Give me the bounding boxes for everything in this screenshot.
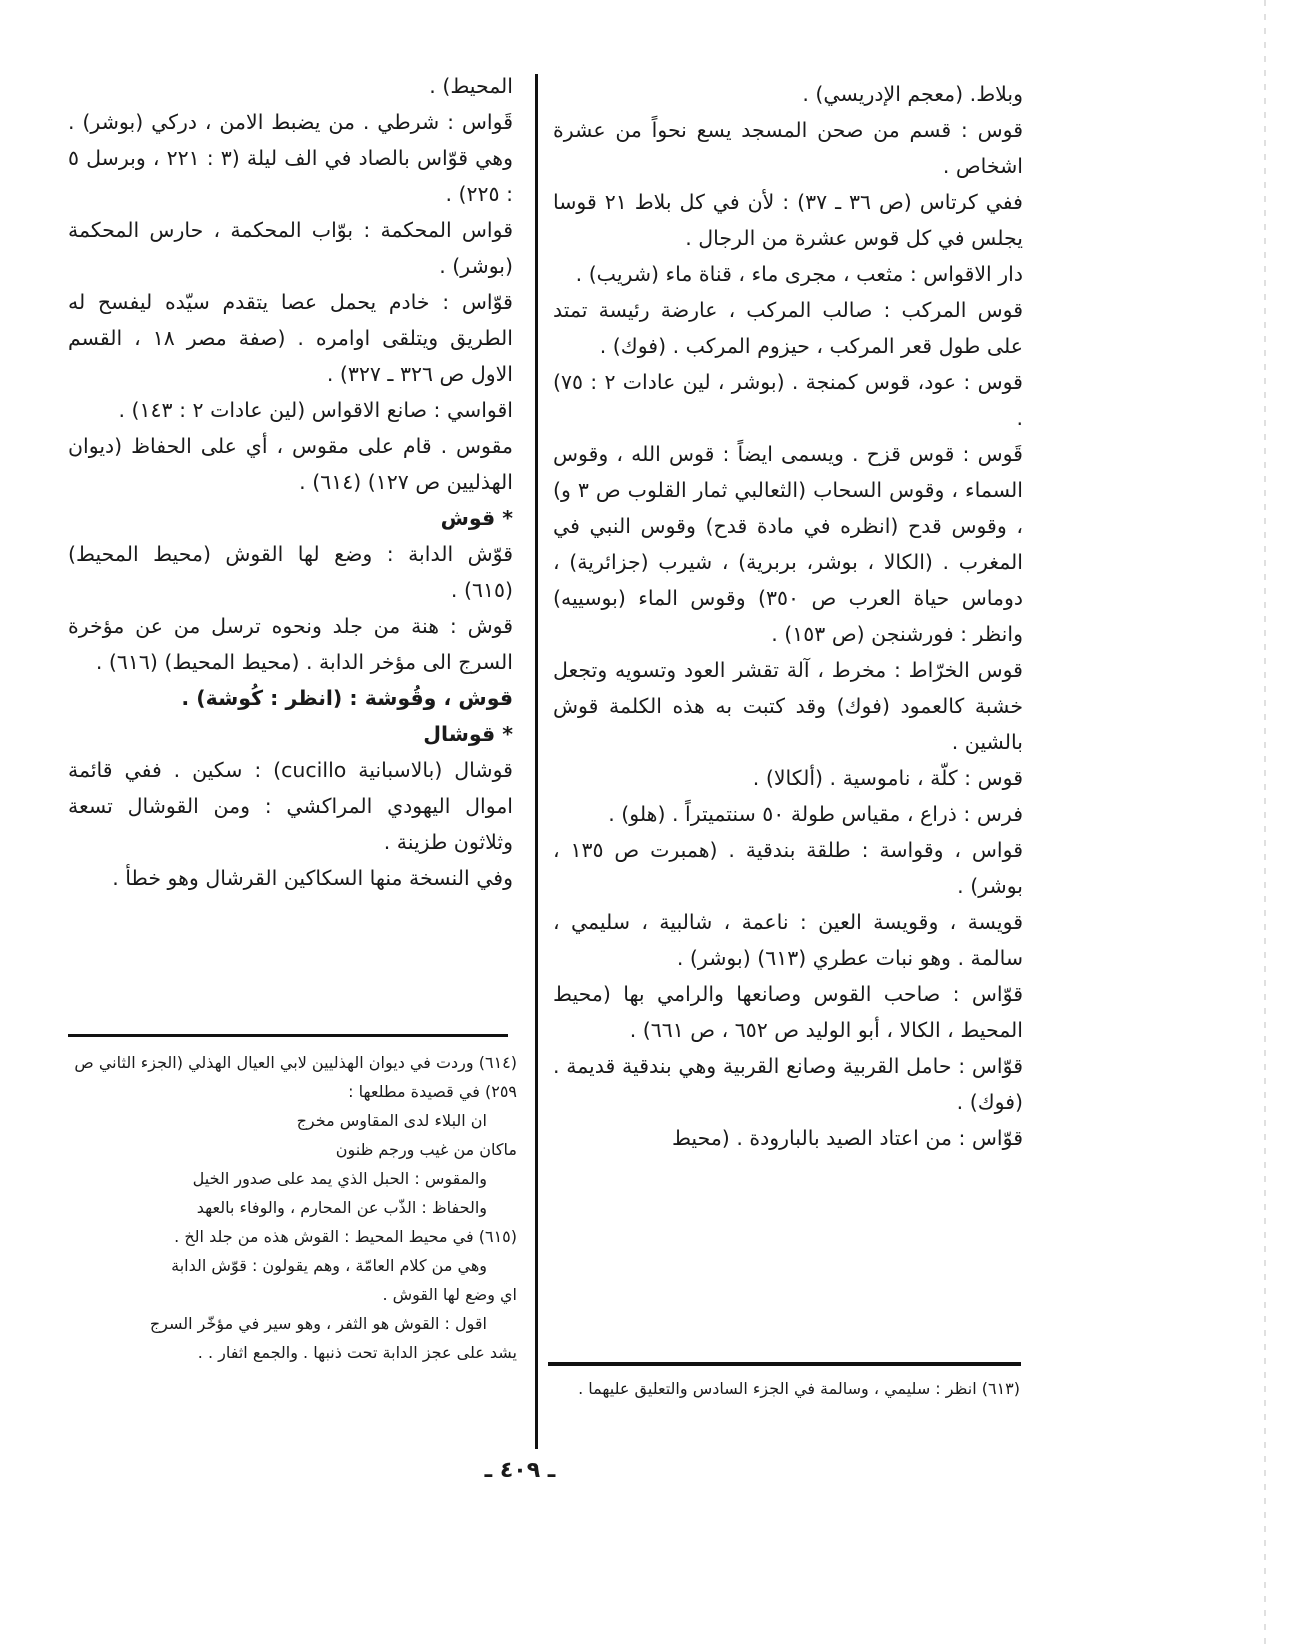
entry-1: قوس : قسم من صحن المسجد يسع نحواً من عشرة اشخاص . — [553, 118, 1023, 178]
entry-8: قوس : كلّة ، ناموسية . (ألكالا) . — [752, 766, 1023, 790]
footnote-line: وهي من كلام العامّة ، وهم يقولون : قوّش الدابة — [171, 1256, 487, 1275]
footnote-line: والحفاظ : الذّب عن المحارم ، والوفاء بالعهد — [196, 1198, 487, 1217]
entry-8: قوش : هنة من جلد ونحوه ترسل من عن مؤخرة السرج الى مؤخر الدابة . (محيط المحيط) (٦١٦) . — [68, 614, 513, 674]
entry-3: دار الاقواس : مثعب ، مجرى ماء ، قناة ماء (شريب) . — [575, 262, 1023, 286]
footnote-line: (٦١٥) في محيط المحيط : القوش هذه من جلد الخ . — [174, 1227, 517, 1246]
footnote-rule-left — [68, 1034, 508, 1037]
entry-14: قوّاس : من اعتاد الصيد بالبارودة . (محيط — [671, 1126, 1023, 1150]
entry-7: قوّش الدابة : وضع لها القوش (محيط المحيط) (٦١٥) . — [68, 542, 513, 602]
entry-6: قَوس : قوس قزح . ويسمى ايضاً : قوس الله ، وقوس السماء ، وقوس السحاب (الثعالبي ثمار القلوب ص ٣ و) ، وقوس قدح (انظره في مادة قدح) وقوس النبي في المغرب . (الكالا ، بوشر، بربرية) ، شيرب (جزائرية) ، دوماس حياة العرب ص ٣٥٠) وقوس الماء (بوسييه) وانظر : فورشنجن (ص ١٥٣) . — [553, 442, 1023, 646]
entry-12: وفي النسخة منها السكاكين القرشال وهو خطأ . — [112, 866, 513, 890]
entry-2: ففي كرتاس (ص ٣٦ ـ ٣٧) : لأن في كل بلاط ٢١ قوسا يجلس في كل قوس عشرة من الرجال . — [553, 190, 1023, 250]
section-heading-qawsh: * قوش — [440, 506, 513, 530]
footnote-line: ماكان من غيب ورجم ظنون — [335, 1140, 517, 1159]
footnote-line: والمقوس : الحبل الذي يمد على صدور الخيل — [192, 1169, 487, 1188]
footnote-line: يشد على عجز الدابة تحت ذنبها . والجمع اثفار . . — [197, 1343, 517, 1362]
entry-5: مقوس . قام على مقوس ، أي على الحفاظ (ديوان الهذليين ص ١٢٧) (٦١٤) . — [68, 434, 513, 494]
entry-0: المحيط) . — [429, 74, 513, 98]
entry-9: قوش ، وقُوشة : (انظر : كُوشة) . — [181, 686, 513, 710]
entry-11: قويسة ، وقويسة العين : ناعمة ، شالبية ، سليمي ، سالمة . وهو نبات عطري (٦١٣) (بوشر) . — [553, 910, 1023, 970]
entry-1: قَواس : شرطي . من يضبط الامن ، دركي (بوشر) . وهي قوّاس بالصاد في الف ليلة (٣ : ٢٢١ ، وبرسل ٥ : ٢٢٥) . — [68, 110, 513, 206]
entry-12: قوّاس : صاحب القوس وصانعها والرامي بها (محيط المحيط ، الكالا ، أبو الوليد ص ٦٥٢ ، ص ٦٦١) . — [553, 982, 1023, 1042]
footnote-line: اي وضع لها القوش . — [382, 1285, 517, 1304]
entry-7: قوس الخرّاط : مخرط ، آلة تقشر العود وتسويه وتجعل خشبة كالعمود (فوك) وقد كتبت به هذه الكلمة قوش بالشين . — [553, 658, 1023, 754]
entry-3: قوّاس : خادم يحمل عصا يتقدم سيّده ليفسح له الطريق ويتلقى اوامره . (صفة مصر ١٨ ، القسم الاول ص ٣٢٦ ـ ٣٢٧) . — [68, 290, 513, 386]
footnote-line: ان البلاء لدى المقاوس مخرج — [296, 1111, 487, 1130]
entry-5: قوس : عود، قوس كمنجة . (بوشر ، لين عادات ٢ : ٧٥) . — [553, 370, 1023, 430]
column-divider — [535, 74, 538, 1449]
entry-13: قوّاس : حامل القربية وصانع القربية وهي بندقية قديمة . (فوك) . — [553, 1054, 1023, 1114]
footnotes-right — [550, 1374, 1020, 1403]
entry-9: فرس : ذراع ، مقياس طولة ٥٠ سنتميتراً . (هلو) . — [608, 802, 1023, 826]
entry-2: قواس المحكمة : بوّاب المحكمة ، حارس المحكمة (بوشر) . — [68, 218, 513, 278]
entry-10: قواس ، وقواسة : طلقة بندقية . (همبرت ص ١٣٥ ، بوشر) . — [553, 838, 1024, 898]
entry-0: وبلاط. (معجم الإدريسي) . — [802, 82, 1023, 106]
entry-4: قوس المركب : صالب المركب ، عارضة رئيسة تمتد على طول قعر المركب ، حيزوم المركب . (فوك) . — [553, 298, 1023, 358]
entry-11: قوشال (بالاسبانية cucillo) : سكين . ففي قائمة اموال اليهودي المراكشي : ومن القوشال تسعة وثلاثون طزينة . — [68, 758, 513, 854]
footnote-rule-right — [548, 1362, 1021, 1366]
section-heading-qawshal: * قوشال — [423, 722, 513, 746]
footnote-line: اقول : القوش هو الثفر ، وهو سير في مؤخّر السرج — [149, 1314, 487, 1333]
page-number: ـ ٤٠٩ ـ — [484, 1458, 556, 1483]
scan-edge-mark — [1264, 0, 1266, 1646]
footnote-line: (٦١٤) وردت في ديوان الهذليين لابي العيال الهذلي (الجزء الثاني ص ٢٥٩) في قصيدة مطلعها : — [74, 1053, 517, 1101]
entry-4: اقواسي : صانع الاقواس (لين عادات ٢ : ١٤٣) . — [118, 398, 513, 422]
right-column — [553, 76, 1023, 1156]
footnote-line: (٦١٣) انظر : سليمي ، وسالمة في الجزء السادس والتعليق عليهما . — [578, 1379, 1020, 1398]
footnotes-left — [62, 1048, 517, 1367]
left-column — [68, 68, 513, 896]
